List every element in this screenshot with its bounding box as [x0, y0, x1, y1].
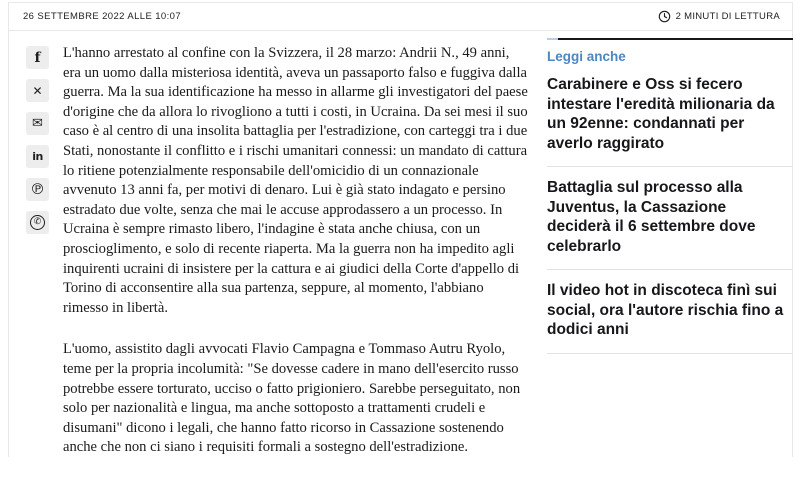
linkedin-icon: in: [32, 150, 43, 163]
pinterest-share-button[interactable]: [26, 178, 49, 201]
share-rail: [9, 46, 63, 234]
article-body: [63, 44, 529, 480]
related-article-link[interactable]: Il video hot in discoteca finì sui social, ora l'autore rischia fino a dodici anni: [547, 270, 793, 354]
reading-time-label: 2 MINUTI DI LETTURA: [675, 11, 780, 22]
article-paragraph: L'hanno arrestato al confine con la Svizzera, il 28 marzo: Andrii N., 49 anni, era un uomo dalla misteriosa identità, aveva un passaporto falso e fuggiva dalla guerra. Ma la sua identificazione ha messo in allarme gli investigatori del paese d'origine che da allora lo rivogliono a tutti i costi, in Ucraina. Da sei mesi il suo caso è al centro di una insolita battaglia per l'estradizione, con carteggi tra i due Stati, nonostante il conflitto e i rischi umanitari connessi: un mandato di cattura lo ritiene potenzialmente responsabile dell'omicidio di un connazionale avvenuto 13 anni fa, per motivi di denaro. Lui è già stato indagato e persino estradato due volte, senza che mai le accuse approdassero a un processo. In Ucraina è sempre rimasto libero, l'indagine è stata anche chiusa, con un proscioglimento, e solo di recente riaperta. Ma la guerra non ha impedito agli inquirenti ucraini di insistere per la cattura e ai giudici della Corte d'appello di Torino di acconsentire alla sua partenza, seppure, al momento, l'abbiano rimesso in libertà.: [63, 45, 528, 316]
article-paragraph: L'uomo, assistito dagli avvocati Flavio Campagna e Tommaso Autru Ryolo, teme per la propria incolumità: "Se dovesse cadere in mano dell'esercito russo potrebbe essere torturato, ucciso o fatto prigioniero. Sarebbe perseguitato, non solo per nazionalità e lingua, ma anche sottoposto a trattamenti crudeli e disumani" dicono i legali, che hanno fatto ricorso in Cassazione sostenendo anche che non ci siano i requisiti formali a sostegno dell'estradizione.: [63, 341, 521, 456]
related-articles-sidebar: [547, 38, 793, 354]
related-article-link[interactable]: Battaglia sul processo alla Juventus, la Cassazione deciderà il 6 settembre dove celebrarlo: [547, 167, 793, 270]
related-article-link[interactable]: Carabinere e Oss si fecero intestare l'eredità milionaria da un 92enne: condannati per averlo raggirato: [547, 64, 793, 167]
facebook-icon: f: [34, 49, 41, 66]
email-share-button[interactable]: [26, 112, 49, 135]
whatsapp-icon: ✆: [30, 215, 45, 230]
related-articles-heading: Leggi anche: [547, 49, 626, 64]
reading-time: [658, 10, 780, 23]
content-area: [9, 31, 792, 480]
email-icon: ✉: [32, 116, 43, 131]
sidebar-top-rule: [547, 38, 793, 40]
clock-icon: [658, 10, 671, 23]
pinterest-icon: ℗: [30, 180, 45, 198]
article-date: 26 SETTEMBRE 2022 ALLE 10:07: [23, 11, 182, 22]
x-share-button[interactable]: [26, 79, 49, 102]
article-meta-bar: [9, 3, 792, 31]
page-frame: [8, 2, 793, 457]
whatsapp-share-button[interactable]: [26, 211, 49, 234]
linkedin-share-button[interactable]: [26, 145, 49, 168]
facebook-share-button[interactable]: [26, 46, 49, 69]
x-twitter-icon: ✕: [32, 83, 43, 98]
